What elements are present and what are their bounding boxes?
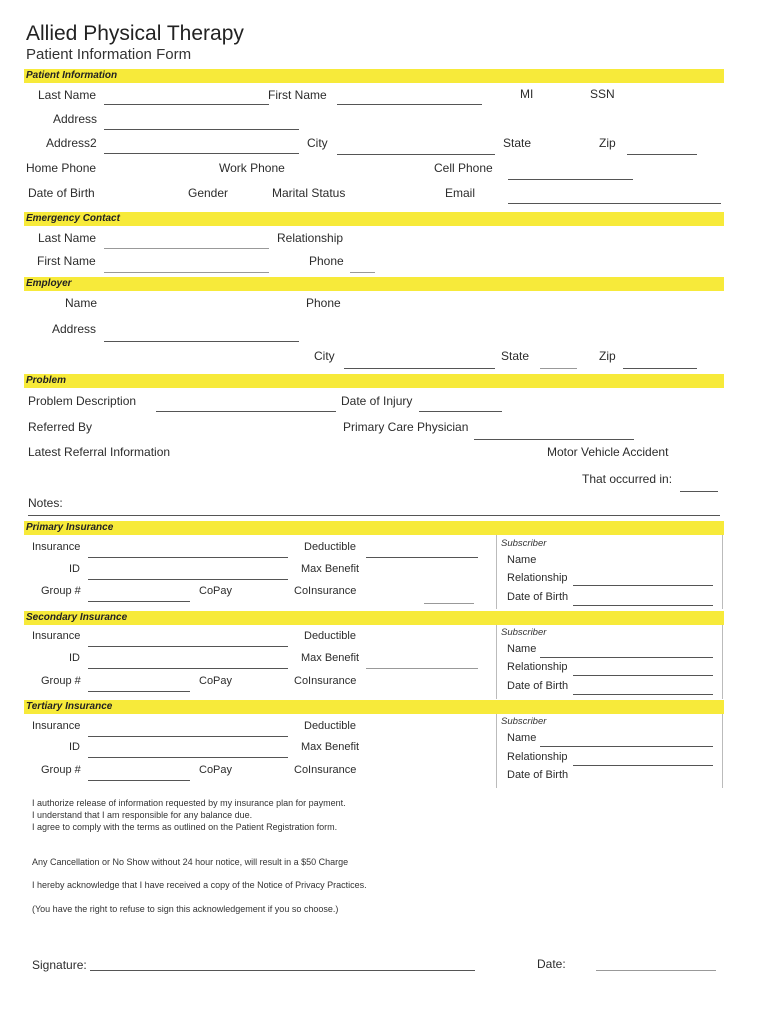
authorize-statement-1: I authorize release of information requested by my insurance plan for payment.: [32, 798, 346, 808]
secondary-subscriber-dob-label: Date of Birth: [507, 680, 569, 692]
problem-description-label: Problem Description: [28, 394, 137, 408]
section-bar-tertiary-insurance: [24, 700, 724, 714]
secondary-id-label: ID: [69, 652, 80, 664]
employer-state-field[interactable]: [540, 368, 577, 369]
primary-id-field[interactable]: [88, 579, 288, 580]
secondary-insurance-field[interactable]: [88, 646, 288, 647]
signature-label: Signature:: [32, 958, 87, 972]
last-name-label: Last Name: [38, 88, 97, 102]
date-field[interactable]: [596, 970, 716, 971]
gender-label: Gender: [188, 186, 229, 200]
employer-state-label: State: [501, 349, 530, 363]
emergency-first-name-field[interactable]: [104, 272, 269, 273]
subscriber-divider: [496, 625, 497, 699]
first-name-field[interactable]: [337, 104, 482, 105]
emergency-relationship-label: Relationship: [277, 231, 344, 245]
date-of-injury-field[interactable]: [419, 411, 502, 412]
employer-name-label: Name: [65, 296, 98, 310]
tertiary-max-benefit-label: Max Benefit: [301, 741, 360, 753]
section-title: Employer: [26, 278, 72, 289]
secondary-group-label: Group #: [41, 675, 81, 687]
secondary-insurance-label: Insurance: [32, 630, 81, 642]
subscriber-border: [722, 714, 723, 788]
tertiary-deductible-label: Deductible: [304, 720, 356, 732]
secondary-deductible-label: Deductible: [304, 630, 356, 642]
work-phone-label: Work Phone: [219, 161, 285, 175]
employer-address-field[interactable]: [104, 341, 299, 342]
subscriber-divider: [496, 535, 497, 609]
signature-field[interactable]: [90, 970, 475, 971]
secondary-subscriber-relationship-label: Relationship: [507, 661, 568, 673]
employer-city-label: City: [314, 349, 335, 363]
section-bar-employer: [24, 277, 724, 291]
primary-max-benefit-label: Max Benefit: [301, 563, 360, 575]
primary-coinsurance-field[interactable]: [424, 603, 474, 604]
date-of-injury-label: Date of Injury: [341, 394, 413, 408]
address-label: Address: [53, 112, 98, 126]
date-label: Date:: [537, 957, 566, 971]
last-name-field[interactable]: [104, 104, 269, 105]
subscriber-border: [722, 535, 723, 609]
form-subtitle: Patient Information Form: [26, 46, 192, 63]
section-title: Emergency Contact: [26, 213, 120, 224]
occurred-in-field[interactable]: [680, 491, 718, 492]
section-title: Secondary Insurance: [26, 612, 128, 623]
notes-field[interactable]: [28, 515, 720, 516]
authorize-statement-3: I agree to comply with the terms as outlined on the Patient Registration form.: [32, 822, 338, 832]
emergency-last-name-field[interactable]: [104, 248, 269, 249]
tertiary-subscriber-relationship-field[interactable]: [573, 765, 713, 766]
primary-care-label: Primary Care Physician: [343, 420, 469, 434]
tertiary-copay-label: CoPay: [199, 764, 233, 776]
tertiary-subscriber-dob-label: Date of Birth: [507, 769, 569, 781]
primary-insurance-label: Insurance: [32, 541, 81, 553]
email-label: Email: [445, 186, 476, 200]
primary-deductible-field[interactable]: [366, 557, 478, 558]
primary-group-label: Group #: [41, 585, 81, 597]
address2-label: Address2: [46, 136, 97, 150]
latest-referral-label: Latest Referral Information: [28, 445, 171, 459]
tertiary-coinsurance-label: CoInsurance: [294, 764, 357, 776]
primary-id-label: ID: [69, 563, 80, 575]
mva-label: Motor Vehicle Accident: [547, 445, 669, 459]
tertiary-id-field[interactable]: [88, 757, 288, 758]
cell-phone-field[interactable]: [508, 179, 633, 180]
form-title: Allied Physical Therapy: [26, 22, 244, 45]
mi-label: MI: [520, 87, 534, 101]
tertiary-group-field[interactable]: [88, 780, 190, 781]
emergency-last-name-label: Last Name: [38, 231, 97, 245]
section-bar-emergency-contact: [24, 212, 724, 226]
secondary-max-benefit-field[interactable]: [366, 668, 478, 669]
cell-phone-label: Cell Phone: [434, 161, 493, 175]
secondary-subscriber-name-label: Name: [507, 643, 537, 655]
section-title: Patient Information: [26, 70, 118, 81]
employer-zip-field[interactable]: [623, 368, 697, 369]
city-label: City: [307, 136, 328, 150]
secondary-subscriber-dob-field[interactable]: [573, 694, 713, 695]
emergency-phone-field[interactable]: [350, 272, 375, 273]
state-label: State: [503, 136, 532, 150]
tertiary-id-label: ID: [69, 741, 80, 753]
primary-subscriber-name-label: Name: [507, 554, 537, 566]
secondary-copay-label: CoPay: [199, 675, 233, 687]
primary-copay-label: CoPay: [199, 585, 233, 597]
section-bar-secondary-insurance: [24, 611, 724, 625]
section-title: Primary Insurance: [26, 522, 114, 533]
section-bar-primary-insurance: [24, 521, 724, 535]
tertiary-subscriber-name-label: Name: [507, 732, 537, 744]
privacy-acknowledgement: I hereby acknowledge that I have received a copy of the Notice of Privacy Practices.: [32, 880, 367, 890]
marital-status-label: Marital Status: [272, 186, 346, 200]
secondary-group-field[interactable]: [88, 691, 190, 692]
occurred-in-label: That occurred in:: [582, 472, 673, 486]
section-title: Problem: [26, 375, 67, 386]
authorize-statement-2: I understand that I am responsible for any balance due.: [32, 810, 253, 820]
primary-subscriber-label: Subscriber: [501, 538, 547, 549]
subscriber-divider: [496, 714, 497, 788]
city-field[interactable]: [337, 154, 495, 155]
primary-subscriber-dob-label: Date of Birth: [507, 591, 569, 603]
ssn-label: SSN: [590, 87, 615, 101]
employer-city-field[interactable]: [344, 368, 495, 369]
secondary-coinsurance-label: CoInsurance: [294, 675, 357, 687]
zip-label: Zip: [599, 136, 616, 150]
section-title: Tertiary Insurance: [26, 701, 113, 712]
subscriber-border: [722, 625, 723, 699]
primary-subscriber-dob-field[interactable]: [573, 605, 713, 606]
primary-subscriber-relationship-label: Relationship: [507, 572, 568, 584]
referred-by-label: Referred By: [28, 420, 93, 434]
dob-label: Date of Birth: [28, 186, 95, 200]
employer-zip-label: Zip: [599, 349, 616, 363]
secondary-max-benefit-label: Max Benefit: [301, 652, 360, 664]
primary-group-field[interactable]: [88, 601, 190, 602]
home-phone-label: Home Phone: [26, 161, 97, 175]
address-field[interactable]: [104, 129, 299, 130]
secondary-subscriber-relationship-field[interactable]: [573, 675, 713, 676]
first-name-label: First Name: [268, 88, 327, 102]
tertiary-group-label: Group #: [41, 764, 81, 776]
section-bar-patient-information: [24, 69, 724, 83]
address2-field[interactable]: [104, 153, 299, 154]
tertiary-insurance-field[interactable]: [88, 736, 288, 737]
primary-deductible-label: Deductible: [304, 541, 356, 553]
cancellation-policy: Any Cancellation or No Show without 24 hour notice, will result in a $50 Charge: [32, 857, 349, 867]
emergency-phone-label: Phone: [309, 254, 344, 268]
email-field[interactable]: [508, 203, 721, 204]
employer-phone-label: Phone: [306, 296, 341, 310]
primary-coinsurance-label: CoInsurance: [294, 585, 357, 597]
zip-field[interactable]: [627, 154, 697, 155]
emergency-first-name-label: First Name: [37, 254, 96, 268]
tertiary-subscriber-relationship-label: Relationship: [507, 751, 568, 763]
secondary-subscriber-name-field[interactable]: [540, 657, 713, 658]
primary-care-field[interactable]: [474, 439, 634, 440]
primary-subscriber-relationship-field[interactable]: [573, 585, 713, 586]
tertiary-insurance-label: Insurance: [32, 720, 81, 732]
tertiary-subscriber-name-field[interactable]: [540, 746, 713, 747]
notes-label: Notes:: [28, 496, 63, 510]
problem-description-field[interactable]: [156, 411, 336, 412]
secondary-id-field[interactable]: [88, 668, 288, 669]
tertiary-subscriber-label: Subscriber: [501, 716, 547, 727]
employer-address-label: Address: [52, 322, 97, 336]
secondary-subscriber-label: Subscriber: [501, 627, 547, 638]
primary-insurance-field[interactable]: [88, 557, 288, 558]
section-bar-problem: [24, 374, 724, 388]
refuse-notice: (You have the right to refuse to sign this acknowledgement if you so choose.): [32, 904, 339, 914]
